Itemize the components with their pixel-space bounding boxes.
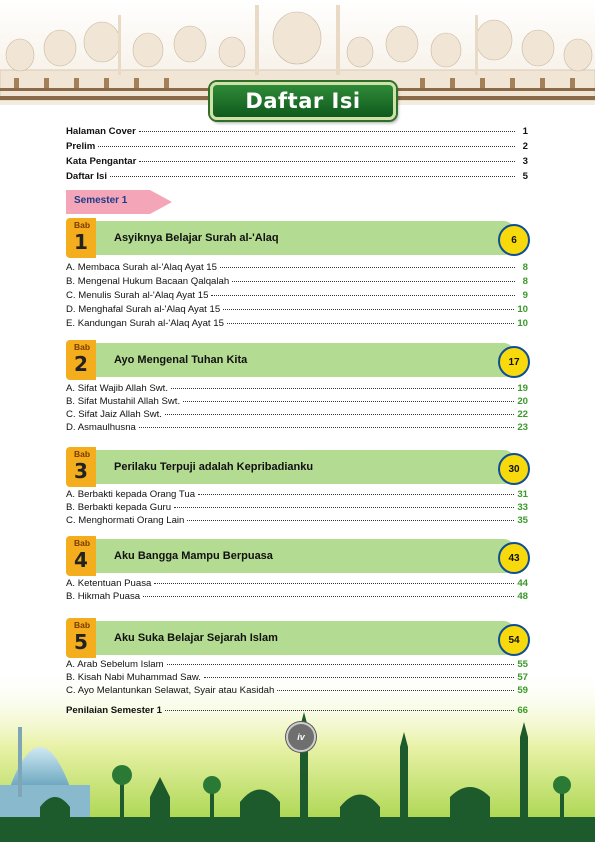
- toc-label: A. Berbakti kepada Orang Tua: [66, 489, 196, 500]
- chapter-title-bar: [94, 221, 514, 255]
- toc-page: 59: [517, 685, 528, 696]
- chapter-page-circle: 30: [498, 453, 530, 485]
- bab-badge: [66, 536, 96, 576]
- toc-label: B. Hikmah Puasa: [66, 591, 141, 602]
- toc-page: 23: [517, 422, 528, 433]
- toc-item[interactable]: [66, 578, 528, 589]
- toc-label: A. Membaca Surah al-'Alaq Ayat 15: [66, 262, 217, 273]
- chapter-title: Aku Suka Belajar Sejarah Islam: [114, 632, 278, 644]
- bab-label: Bab: [74, 449, 91, 459]
- bab-badge: [66, 218, 96, 258]
- toc-label: C. Sifat Jaiz Allah Swt.: [66, 409, 162, 420]
- bab-number: 5: [74, 630, 88, 654]
- dot-leader: [223, 309, 514, 310]
- dot-leader: [110, 176, 515, 177]
- dot-leader: [139, 161, 515, 162]
- toc-label: B. Kisah Nabi Muhammad Saw.: [66, 672, 201, 683]
- bab-label: Bab: [74, 538, 91, 548]
- dot-leader: [174, 507, 514, 508]
- toc-page: 44: [517, 578, 528, 589]
- toc-item[interactable]: [66, 489, 528, 500]
- toc-page: 10: [517, 318, 528, 329]
- chapter-title: Asyiknya Belajar Surah al-'Alaq: [114, 232, 279, 244]
- toc-page: 35: [517, 515, 528, 526]
- toc-item[interactable]: [66, 276, 528, 287]
- bab-label: Bab: [74, 620, 91, 630]
- dot-leader: [277, 690, 514, 691]
- toc-page: 55: [517, 659, 528, 670]
- toc-page: 33: [517, 502, 528, 513]
- toc-label: Penilaian Semester 1: [66, 705, 162, 716]
- toc-label: E. Kandungan Surah al-'Alaq Ayat 15: [66, 318, 224, 329]
- chapter-title: Aku Bangga Mampu Berpuasa: [114, 550, 273, 562]
- toc-page: 31: [517, 489, 528, 500]
- toc-label: A. Sifat Wajib Allah Swt.: [66, 383, 169, 394]
- bab-number: 1: [74, 230, 88, 254]
- bab-badge: [66, 447, 96, 487]
- bab-number: 2: [74, 352, 88, 376]
- bab-badge: [66, 340, 96, 380]
- toc-item[interactable]: [66, 262, 528, 273]
- toc-label: D. Asmaulhusna: [66, 422, 136, 433]
- toc-front-prelim[interactable]: [66, 141, 528, 152]
- dot-leader: [211, 295, 515, 296]
- toc-item[interactable]: [66, 422, 528, 433]
- chapter-page-circle: 54: [498, 624, 530, 656]
- page-number-badge: iv: [286, 722, 316, 752]
- toc-label: C. Menulis Surah al-'Alaq Ayat 15: [66, 290, 209, 301]
- bab-number: 3: [74, 459, 88, 483]
- toc-label: Halaman Cover: [66, 126, 136, 137]
- toc-label: D. Menghafal Surah al-'Alaq Ayat 15: [66, 304, 221, 315]
- chapter-1-header[interactable]: [66, 218, 532, 258]
- toc-page: 22: [517, 409, 528, 420]
- toc-page: 8: [522, 262, 528, 273]
- chapter-title: Ayo Mengenal Tuhan Kita: [114, 354, 248, 366]
- dot-leader: [139, 131, 515, 132]
- chapter-4-header[interactable]: [66, 536, 532, 576]
- toc-label: Daftar Isi: [66, 171, 108, 182]
- dot-leader: [167, 664, 515, 665]
- toc-page: 3: [522, 156, 528, 167]
- toc-front-cover[interactable]: [66, 126, 528, 137]
- toc-page: 20: [517, 396, 528, 407]
- toc-front-foreword[interactable]: [66, 156, 528, 167]
- dot-leader: [98, 146, 515, 147]
- bab-number: 4: [74, 548, 88, 572]
- toc-page: 8: [522, 276, 528, 287]
- semester-label: Semester 1: [74, 195, 128, 206]
- dot-leader: [227, 323, 514, 324]
- toc-page: 2: [522, 141, 528, 152]
- dot-leader: [165, 710, 514, 711]
- chapter-page-circle: 6: [498, 224, 530, 256]
- bab-label: Bab: [74, 220, 91, 230]
- chapter-title-bar: [94, 621, 514, 655]
- toc-assessment[interactable]: [66, 705, 528, 716]
- toc-item[interactable]: [66, 318, 528, 329]
- toc-label: Prelim: [66, 141, 96, 152]
- dot-leader: [183, 401, 514, 402]
- toc-page: 9: [522, 290, 528, 301]
- toc-page: 10: [517, 304, 528, 315]
- bab-badge: [66, 618, 96, 658]
- toc-page: 19: [517, 383, 528, 394]
- toc-item[interactable]: [66, 409, 528, 420]
- toc-label: Kata Pengantar: [66, 156, 137, 167]
- page-title: Daftar Isi: [210, 82, 396, 120]
- toc-item[interactable]: [66, 396, 528, 407]
- toc-page: 5: [522, 171, 528, 182]
- toc-front-contents[interactable]: [66, 171, 528, 182]
- toc-item[interactable]: [66, 502, 528, 513]
- chapter-5-header[interactable]: [66, 618, 532, 658]
- chapter-title-bar: [94, 539, 514, 573]
- toc-item[interactable]: [66, 672, 528, 683]
- chapter-title: Perilaku Terpuji adalah Kepribadianku: [114, 461, 314, 473]
- chapter-2-header[interactable]: [66, 340, 532, 380]
- toc-label: C. Ayo Melantunkan Selawat, Syair atau Kasidah: [66, 685, 275, 696]
- chapter-3-header[interactable]: [66, 447, 532, 487]
- chapter-title-bar: [94, 343, 514, 377]
- dot-leader: [139, 427, 514, 428]
- semester-tag: [66, 190, 171, 214]
- toc-page: 66: [517, 705, 528, 716]
- dot-leader: [220, 267, 515, 268]
- chapter-page-circle: 17: [498, 346, 530, 378]
- dot-leader: [165, 414, 514, 415]
- toc-item[interactable]: [66, 591, 528, 602]
- toc-label: B. Sifat Mustahil Allah Swt.: [66, 396, 181, 407]
- dot-leader: [204, 677, 514, 678]
- bab-label: Bab: [74, 342, 91, 352]
- dot-leader: [154, 583, 514, 584]
- toc-label: A. Ketentuan Puasa: [66, 578, 152, 589]
- toc-label: B. Mengenal Hukum Bacaan Qalqalah: [66, 276, 230, 287]
- toc-label: C. Menghormati Orang Lain: [66, 515, 185, 526]
- toc-page: 57: [517, 672, 528, 683]
- toc-item[interactable]: [66, 383, 528, 394]
- dot-leader: [232, 281, 515, 282]
- toc-page: 48: [517, 591, 528, 602]
- toc-item[interactable]: [66, 290, 528, 301]
- toc-item[interactable]: [66, 685, 528, 696]
- toc-item[interactable]: [66, 659, 528, 670]
- chapter-title-bar: [94, 450, 514, 484]
- toc-label: B. Berbakti kepada Guru: [66, 502, 172, 513]
- chapter-page-circle: 43: [498, 542, 530, 574]
- dot-leader: [171, 388, 514, 389]
- toc-item[interactable]: [66, 304, 528, 315]
- dot-leader: [187, 520, 514, 521]
- dot-leader: [143, 596, 514, 597]
- toc-label: A. Arab Sebelum Islam: [66, 659, 164, 670]
- toc-item[interactable]: [66, 515, 528, 526]
- toc-page: 1: [522, 126, 528, 137]
- dot-leader: [198, 494, 514, 495]
